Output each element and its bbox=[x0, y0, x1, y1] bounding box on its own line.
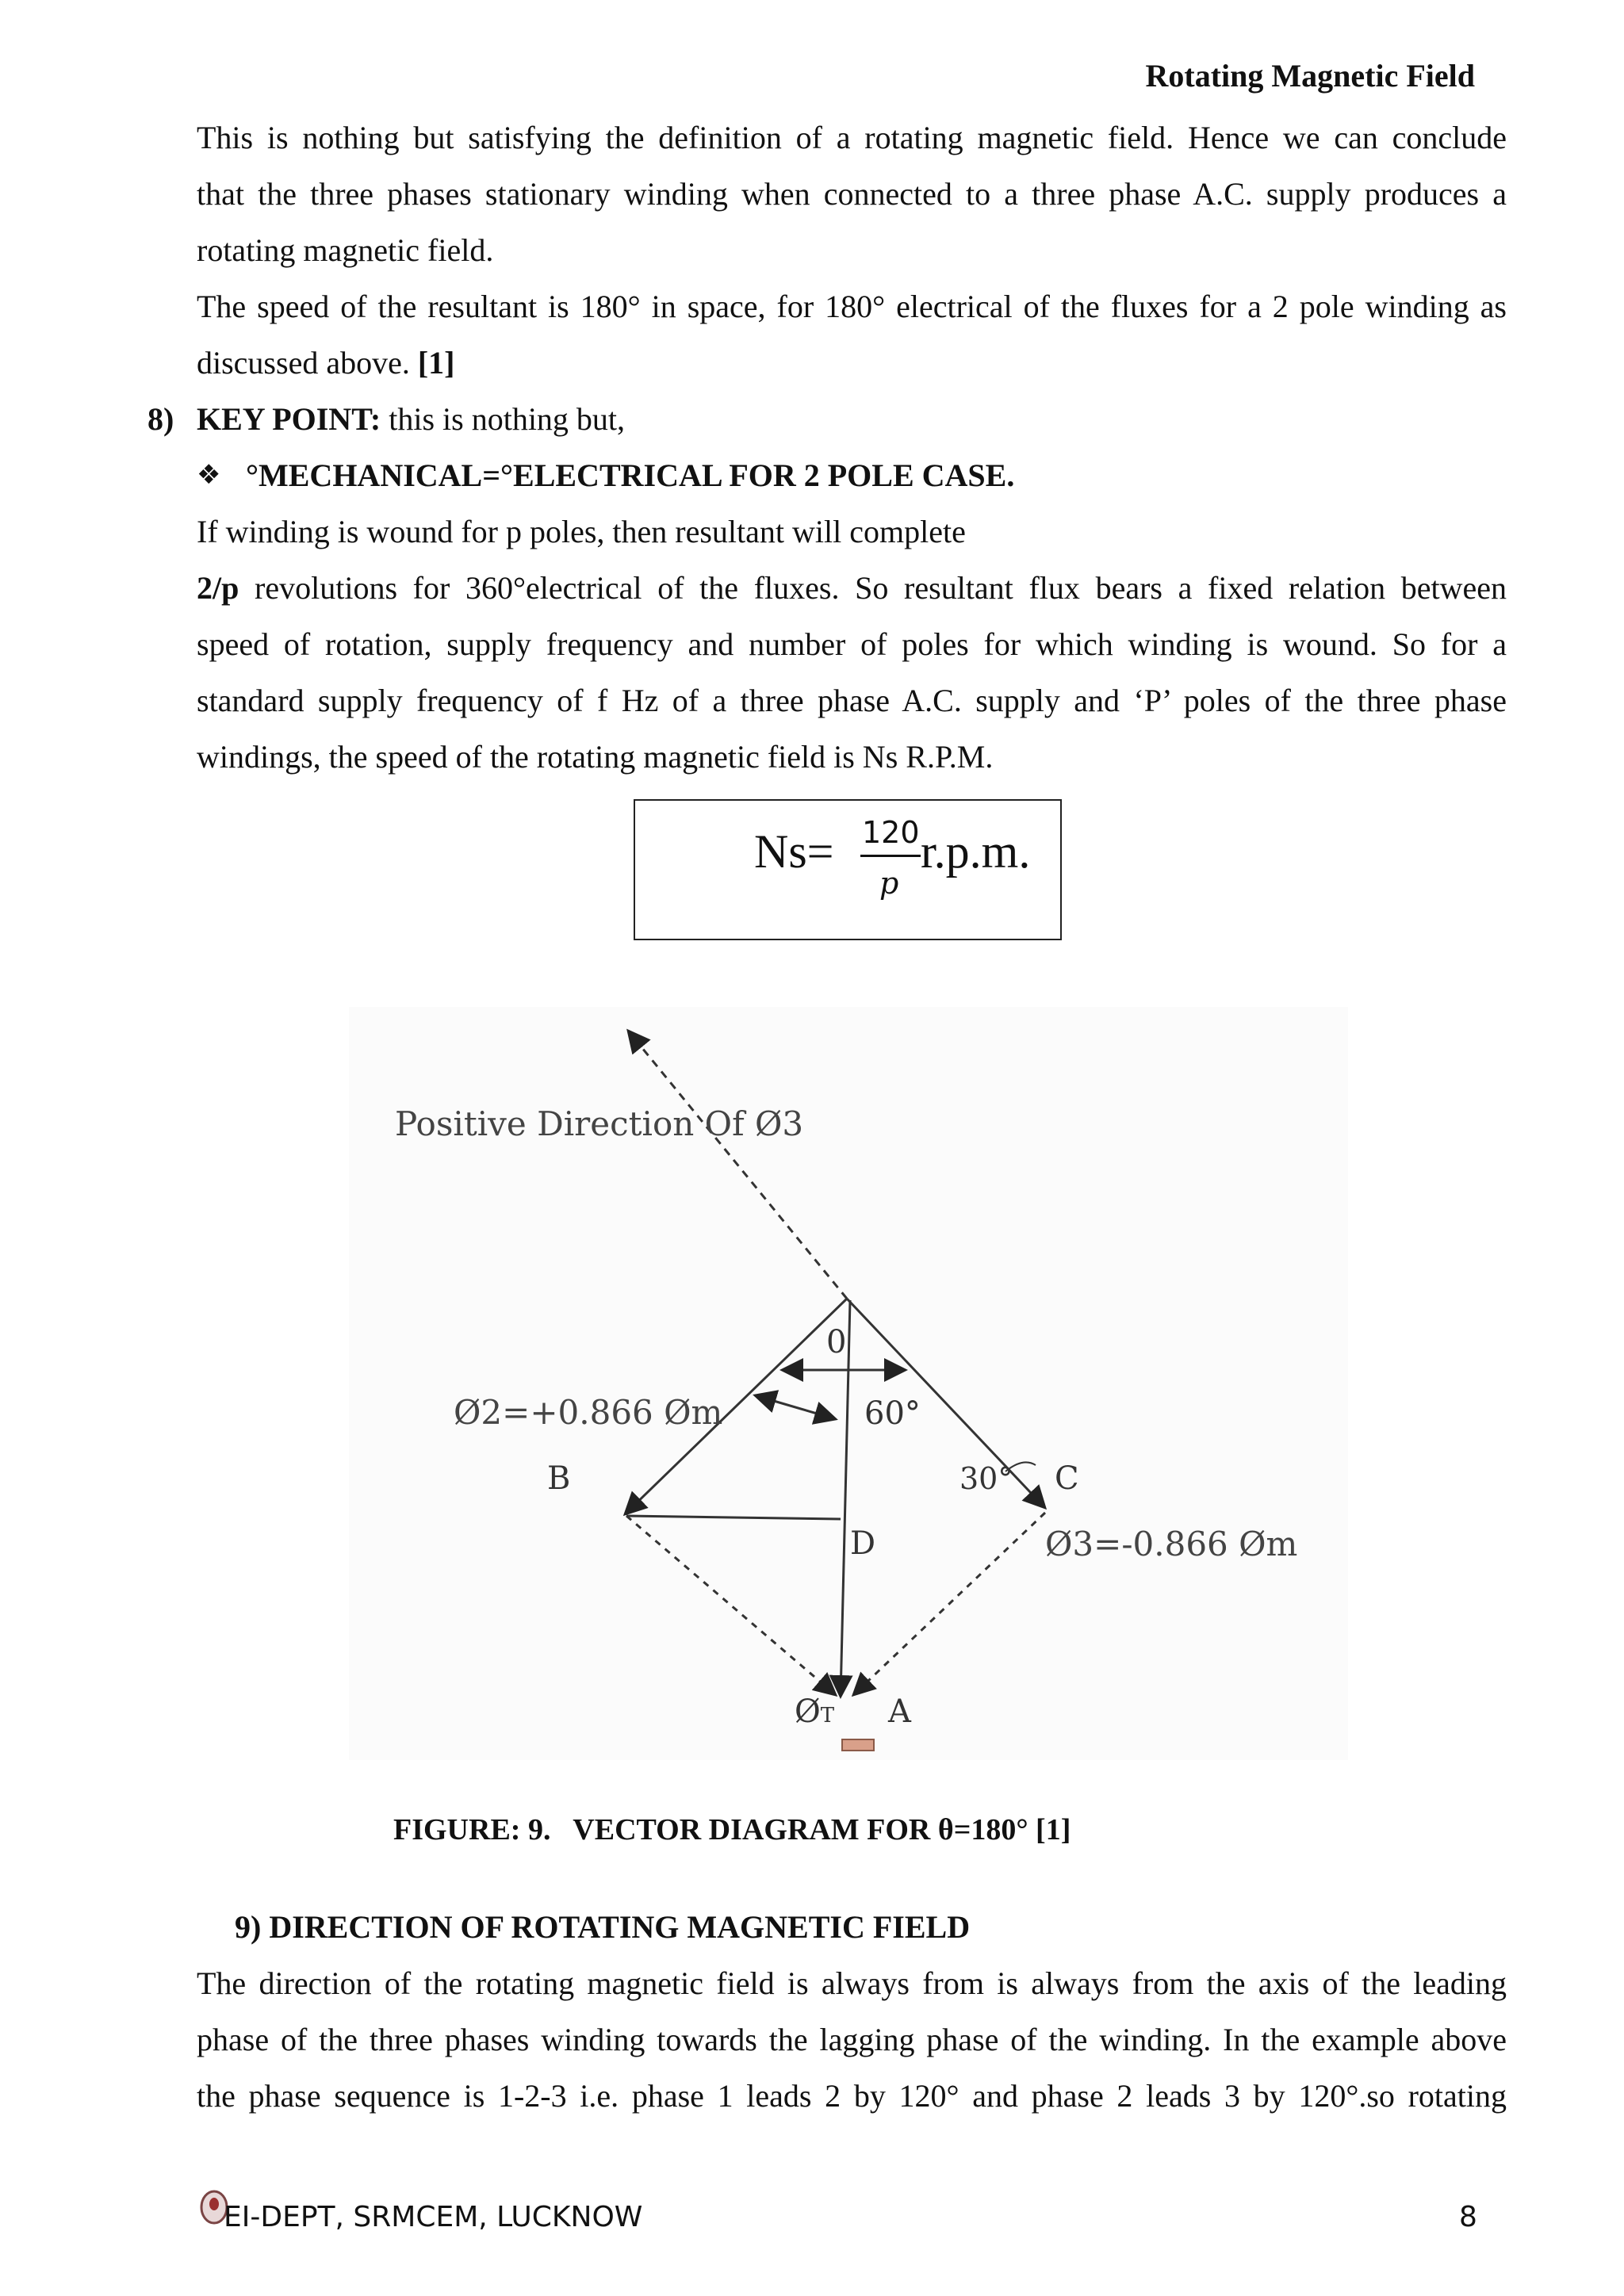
key-point-paragraph-line-5: windings, the speed of the rotating magnetic field is Ns R.P.M. bbox=[197, 739, 994, 775]
figure-caption-prefix: FIGURE: 9. bbox=[393, 1813, 551, 1846]
formula-denominator: p bbox=[879, 866, 899, 901]
phi3-label: Ø3=-0.866 Øm bbox=[1045, 1525, 1298, 1563]
bullet-symbol: ❖ bbox=[197, 459, 221, 491]
reference-1: [1] bbox=[417, 345, 455, 381]
section-9-line-1: The direction of the rotating magnetic field is always from is always from the axis of the leading bbox=[197, 1965, 1507, 2001]
paragraph-1-line-1: This is nothing but satisfying the definition of a rotating magnetic field. Hence we can conclude bbox=[197, 120, 1507, 155]
key-point-paragraph-line-4: standard supply frequency of f Hz of a three phase A.C. supply and ‘P’ poles of the three phase bbox=[197, 683, 1507, 718]
formula-unit: r.p.m. bbox=[921, 825, 1031, 878]
bullet-text: °MECHANICAL=°ELECTRICAL FOR 2 POLE CASE. bbox=[246, 457, 1015, 493]
phi2-label: Ø2=+0.866 Øm bbox=[454, 1393, 723, 1432]
running-header: Rotating Magnetic Field bbox=[1145, 58, 1475, 94]
paragraph-1-line-2: that the three phases stationary winding when connected to a three phase A.C. supply produces a bbox=[197, 176, 1507, 212]
point-a-label: A bbox=[888, 1693, 911, 1730]
section-9-line-3: the phase sequence is 1-2-3 i.e. phase 1 leads 2 by 120° and phase 2 leads 3 by 120°.so rotating bbox=[197, 2078, 1507, 2114]
phi-t-main: Ø bbox=[795, 1693, 821, 1730]
section-9-heading: 9) DIRECTION OF ROTATING MAGNETIC FIELD bbox=[235, 1909, 971, 1945]
origin-label: 0 bbox=[826, 1324, 847, 1360]
formula-numerator: 120 bbox=[862, 815, 920, 850]
two-over-p: 2/p bbox=[197, 570, 239, 606]
positive-direction-label: Positive Direction Of Ø3 bbox=[395, 1104, 804, 1143]
section-8-number: 8) bbox=[147, 401, 174, 437]
key-point-paragraph-line-1: If winding is wound for p poles, then resultant will complete bbox=[197, 514, 966, 549]
angle-30-label: 30° bbox=[959, 1461, 1013, 1496]
footer-department: EI-DEPT, SRMCEM, LUCKNOW bbox=[224, 2201, 643, 2233]
paragraph-2-text: discussed above. bbox=[197, 345, 410, 381]
key-point-text: this is nothing but, bbox=[389, 401, 626, 437]
section-9-line-2: phase of the three phases winding towards the lagging phase of the winding. In the example above bbox=[197, 2022, 1507, 2057]
key-point-label: KEY POINT: bbox=[197, 401, 381, 437]
key-point-paragraph-line-3: speed of rotation, supply frequency and number of poles for which winding is wound. So for a bbox=[197, 626, 1507, 662]
point-c-label: C bbox=[1055, 1460, 1079, 1497]
phi-t-subscript: T bbox=[820, 1704, 835, 1728]
page-number: 8 bbox=[1459, 2201, 1477, 2233]
angle-60-label: 60° bbox=[864, 1395, 921, 1432]
point-b-label: B bbox=[547, 1460, 571, 1497]
figure-caption bbox=[393, 1812, 1071, 1847]
key-point-paragraph-line-2-rest: revolutions for 360°electrical of the fluxes. So resultant flux bears a fixed relation between bbox=[255, 570, 1507, 606]
figure-caption-text: VECTOR DIAGRAM FOR θ=180° [1] bbox=[573, 1813, 1071, 1846]
point-d-label: D bbox=[850, 1525, 876, 1562]
paragraph-1-line-3: rotating magnetic field. bbox=[197, 232, 494, 268]
formula-lhs: Ns= bbox=[754, 825, 834, 878]
small-mark-icon bbox=[842, 1739, 874, 1751]
paragraph-2-line-1: The speed of the resultant is 180° in space, for 180° electrical of the fluxes for a 2 pole winding as bbox=[197, 289, 1507, 324]
